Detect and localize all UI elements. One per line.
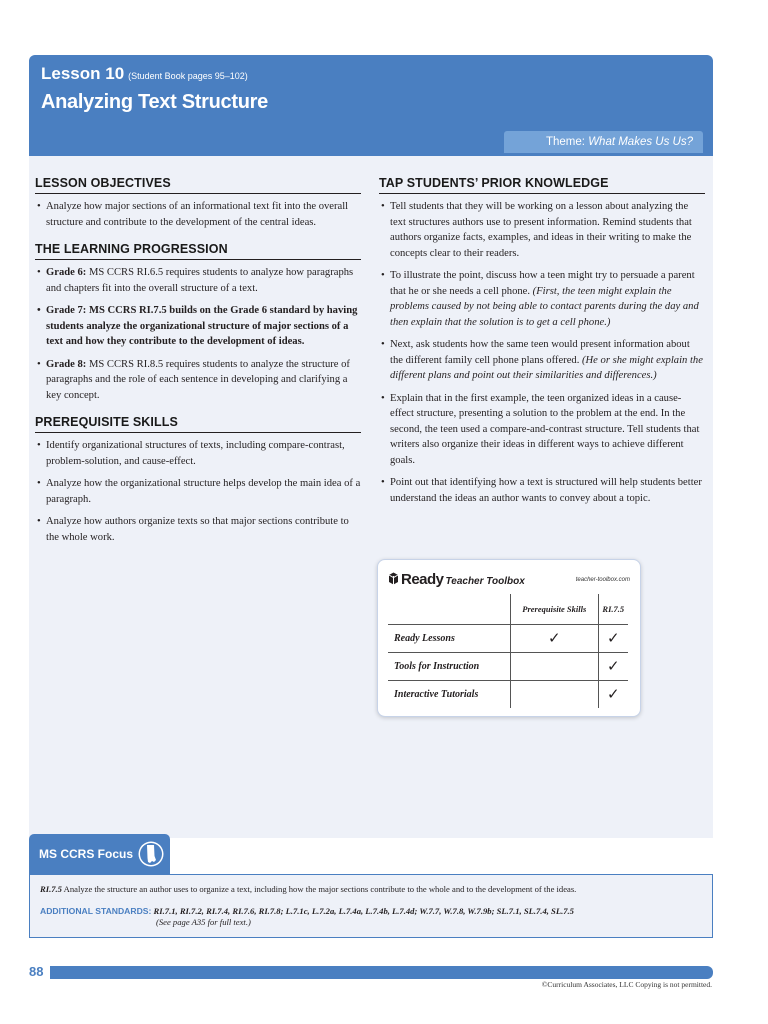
lesson-title: Analyzing Text Structure	[41, 91, 268, 113]
prior-knowledge-heading: TAP STUDENTS’ PRIOR KNOWLEDGE	[379, 176, 705, 194]
page-number: 88	[29, 964, 44, 979]
teacher-toolbox-card	[377, 559, 641, 717]
row-label: Tools for Instruction	[388, 653, 511, 681]
list-item: • Analyze how authors organize texts so that major sections contribute to the whole work.	[35, 514, 361, 545]
col-ri-7-5: RI.7.5	[598, 594, 628, 625]
empty-cell	[511, 653, 599, 681]
ready-logo-icon	[388, 572, 399, 585]
toolbox-url: teacher-toolbox.com	[575, 577, 630, 583]
ready-logo	[388, 571, 525, 589]
check-icon: ✓	[598, 625, 628, 653]
ready-wordmark: Ready	[401, 571, 444, 588]
theme-name: What Makes Us Us?	[588, 136, 693, 148]
progression-heading: THE LEARNING PROGRESSION	[35, 242, 361, 260]
table-header-row	[388, 594, 628, 625]
table-row	[388, 625, 628, 653]
check-icon: ✓	[598, 681, 628, 709]
bullet-text: Next, ask students how the same teen would present information about the different family cell phone plans offered.	[390, 339, 690, 366]
list-item	[35, 265, 361, 296]
list-item: • Identify organizational structures of texts, including compare-contrast, problem-solution, and cause-effect.	[35, 438, 361, 469]
grade-8-text: MS CCRS RI.8.5 requires students to analyze the structure of paragraphs and the role of each sentence in developing and clarifying a key concept.	[46, 358, 350, 401]
objectives-list	[35, 199, 361, 230]
theme-tab	[504, 131, 703, 153]
list-item: • Analyze how major sections of an informational text fit into the overall structure and contribute to the development of the central ideas.	[35, 199, 361, 230]
lesson-panel	[29, 156, 713, 838]
row-label: Ready Lessons	[388, 625, 511, 653]
prerequisite-list	[35, 438, 361, 545]
left-column	[35, 176, 361, 557]
lesson-number: Lesson 10	[41, 64, 125, 83]
student-book-pages: (Student Book pages 95–102)	[128, 71, 248, 81]
additional-standards-list: RI.7.1, RI.7.2, RI.7.4, RI.7.6, RI.7.8; L.7.1c, L.7.2a, L.7.4a, L.7.4b, L.7.4d; W.7.7, W.7.8, W.7.9b; SL.7.1, SL.7.4, SL.7.5	[151, 906, 574, 916]
list-item: • Explain that in the first example, the teen organized ideas in a cause-effect structure, presenting a solution to the problem at the end. In the second, the teen used a compare-and-contrast structure. Tell students that writers also organize their ideas in different ways to achieve different goals.	[379, 391, 705, 469]
grade-6-label: Grade 6:	[46, 267, 87, 278]
main-standard-text: Analyze the structure an author uses to organize a text, including how the major sections contribute to the whole and to the development of the ideas.	[61, 884, 577, 894]
list-item	[379, 268, 705, 330]
table-row	[388, 681, 628, 709]
row-label: Interactive Tutorials	[388, 681, 511, 709]
theme-label: Theme:	[545, 136, 585, 148]
objectives-heading: LESSON OBJECTIVES	[35, 176, 361, 194]
main-standard-code: RI.7.5	[40, 884, 62, 894]
bullet-italic: (He or she might explain the different plans and point out their similarities and differences.)	[390, 354, 703, 381]
empty-cell	[511, 681, 599, 709]
right-column	[379, 176, 705, 518]
list-item	[35, 303, 361, 350]
table-row	[388, 653, 628, 681]
list-item: • Tell students that they will be working on a lesson about analyzing the text structures authors use to present information. Remind students that authors organize facts, examples, and ideas in their writing to make the concepts clear to their readers.	[379, 199, 705, 261]
prerequisite-heading: PREREQUISITE SKILLS	[35, 415, 361, 433]
progression-list	[35, 265, 361, 403]
standards-box	[29, 874, 713, 938]
grade-7-text: MS CCRS RI.7.5 builds on the Grade 6 standard by having students analyze the organizational structure of major sections of a text and how they contribute to the development of ideas.	[46, 305, 358, 347]
check-icon: ✓	[511, 625, 599, 653]
focus-label: MS CCRS Focus	[39, 847, 134, 861]
list-item	[35, 357, 361, 404]
grade-8-label: Grade 8:	[46, 358, 87, 370]
list-item: • Analyze how the organizational structure helps develop the main idea of a paragraph.	[35, 476, 361, 507]
bullet-text: To illustrate the point, discuss how a teen might try to persuade a parent that he or she needs a cell phone.	[390, 270, 695, 297]
focus-tab	[29, 834, 170, 874]
list-item	[379, 337, 705, 384]
grade-7-label: Grade 7:	[46, 305, 87, 316]
standards-note: (See page A35 for full text.)	[156, 917, 251, 927]
check-icon: ✓	[598, 653, 628, 681]
prior-knowledge-list	[379, 199, 705, 506]
bullet-italic: (First, the teen might explain the problems caused by not being able to contact parents during the day and then explain that the solution is to get a cell phone.)	[390, 285, 699, 328]
list-item: • Point out that identifying how a text is structured will help students better understand the ideas an author wants to convey about a topic.	[379, 475, 705, 506]
lesson-header	[29, 55, 713, 156]
main-standard	[40, 884, 576, 894]
copyright: ©Curriculum Associates, LLC Copying is not permitted.	[541, 980, 712, 989]
footer-bar	[50, 966, 713, 979]
teacher-toolbox-wordmark: Teacher Toolbox	[445, 576, 525, 587]
table-header-blank	[388, 594, 511, 625]
grade-6-text: MS CCRS RI.6.5 requires students to analyze how paragraphs and chapters fit into the overall structure of a text.	[46, 267, 354, 294]
col-prerequisite-skills: Prerequisite Skills	[511, 594, 599, 625]
toolbox-table	[388, 594, 628, 708]
mississippi-state-icon	[138, 840, 164, 868]
additional-standards-label: ADDITIONAL STANDARDS:	[40, 906, 152, 916]
additional-standards	[40, 906, 574, 916]
lesson-line	[41, 64, 248, 84]
